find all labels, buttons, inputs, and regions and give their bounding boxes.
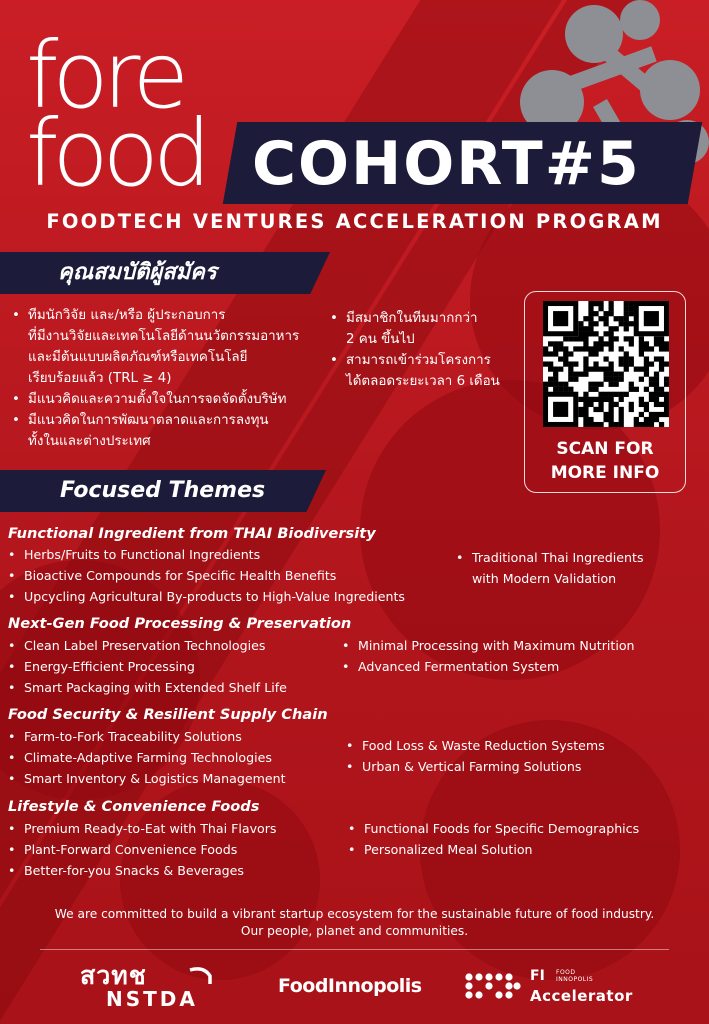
theme-item: • Farm-to-Fork Traceability Solutions — [4, 727, 344, 748]
qualification-item-continued: และมีต้นแบบผลิตภัณฑ์หรือเทคโนโลยี — [28, 350, 248, 365]
theme-item: • Bioactive Compounds for Specific Health Benefits — [4, 566, 454, 587]
scan-line-2: MORE INFO — [550, 463, 660, 483]
theme-item: • Traditional Thai Ingredients — [452, 548, 702, 569]
theme-left-list — [4, 819, 344, 881]
commitment-line-2: Our people, planet and communities. — [240, 924, 469, 938]
logo-food: food — [26, 100, 206, 207]
qualification-item: • สามารถเข้าร่วมโครงการ — [326, 350, 516, 371]
theme-item: • Herbs/Fruits to Functional Ingredients — [4, 545, 454, 566]
theme-heading: Lifestyle & Convenience Foods — [8, 798, 260, 815]
foodinnopolis-logo — [278, 972, 438, 1002]
qualification-item: • ทีมนักวิจัย และ/หรือ ผู้ประกอบการ — [8, 305, 338, 326]
theme-item: • Plant-Forward Convenience Foods — [4, 840, 344, 861]
fi-accelerator-wordmark: Accelerator — [530, 987, 633, 1005]
qualifications-left-list — [8, 305, 338, 452]
fi-accelerator-logo — [464, 968, 654, 1008]
cohort-title: COHORT#5 — [252, 129, 641, 199]
theme-right-list — [338, 636, 704, 678]
theme-item: • Urban & Vertical Farming Solutions — [342, 757, 704, 778]
qualifications-right-list — [326, 308, 516, 392]
nstda-en-wordmark: NSTDA — [106, 987, 198, 1011]
qualification-item: • มีสมาชิกในทีมมากกว่า — [326, 308, 516, 329]
theme-heading: Food Security & Resilient Supply Chain — [8, 706, 328, 723]
theme-item: • Personalized Meal Solution — [344, 840, 704, 861]
fi-small-2: INNOPOLIS — [556, 976, 594, 983]
qualification-item-continued: 2 คน ขึ้นไป — [346, 332, 415, 347]
scan-line-1: SCAN FOR — [556, 439, 654, 459]
scan-for-more-info — [524, 437, 686, 485]
theme-item: • Energy-Efficient Processing — [4, 657, 344, 678]
theme-right-list — [342, 736, 704, 778]
qualification-item: • มีแนวคิดในการพัฒนาตลาดและการลงทุน — [8, 410, 338, 431]
theme-item: • Better-for-you Snacks & Beverages — [4, 861, 344, 882]
theme-item: • Smart Inventory & Logistics Management — [4, 769, 344, 790]
qualification-item: • มีแนวคิดและความตั้งใจในการจดจัดตั้งบริษัท — [8, 389, 338, 410]
qualification-item-continued: ได้ตลอดระยะเวลา 6 เดือน — [346, 374, 500, 389]
theme-right-list — [452, 548, 702, 590]
qualification-item-continued: ทั้งในและต่างประเทศ — [28, 434, 151, 449]
theme-item: • Premium Ready-to-Eat with Thai Flavors — [4, 819, 344, 840]
theme-item: • Climate-Adaptive Farming Technologies — [4, 748, 344, 769]
theme-left-list — [4, 727, 344, 789]
themes-title: Focused Themes — [60, 478, 266, 503]
program-subtitle: FOODTECH VENTURES ACCELERATION PROGRAM — [46, 210, 663, 233]
nstda-swoosh-icon — [188, 966, 214, 986]
theme-item: • Clean Label Preservation Technologies — [4, 636, 344, 657]
theme-heading: Next-Gen Food Processing & Preservation — [8, 615, 352, 632]
theme-item: • Advanced Fermentation System — [338, 657, 704, 678]
qualification-item-continued: ที่มีงานวิจัยและเทคโนโลยีด้านนวัตกรรมอาหาร — [28, 329, 300, 344]
theme-left-list — [4, 545, 454, 607]
qr-code-icon[interactable] — [543, 301, 669, 427]
theme-item: • Upcycling Agricultural By-products to High-Value Ingredients — [4, 587, 454, 608]
theme-left-list — [4, 636, 344, 698]
fi-small-text — [556, 969, 593, 983]
commitment-statement — [0, 906, 709, 940]
theme-item: • Food Loss & Waste Reduction Systems — [342, 736, 704, 757]
qualification-item-continued: เรียบร้อยแล้ว (TRL ≥ 4) — [28, 371, 172, 386]
fi-short: FI — [530, 968, 545, 984]
nstda-logo — [80, 961, 230, 1012]
nstda-thai-wordmark: สวทช — [80, 961, 147, 990]
fi-dots-icon — [464, 972, 522, 1000]
theme-right-list — [344, 819, 704, 861]
footer-divider — [40, 949, 669, 950]
commitment-line-1: We are committed to build a vibrant startup ecosystem for the sustainable future of food industry. — [54, 907, 655, 921]
fi-small-1: FOOD — [556, 969, 576, 976]
theme-heading: Functional Ingredient from THAI Biodiversity — [8, 525, 376, 542]
qualifications-title: คุณสมบัติผู้สมัคร — [58, 260, 217, 285]
logo-fore: fore — [26, 22, 184, 129]
foodinnopolis-wordmark: FoodInnopolis — [278, 975, 422, 997]
theme-item: • Minimal Processing with Maximum Nutrition — [338, 636, 704, 657]
theme-item: • Smart Packaging with Extended Shelf Life — [4, 678, 344, 699]
theme-item: • Functional Foods for Specific Demographics — [344, 819, 704, 840]
theme-item-continued: with Modern Validation — [472, 570, 617, 586]
